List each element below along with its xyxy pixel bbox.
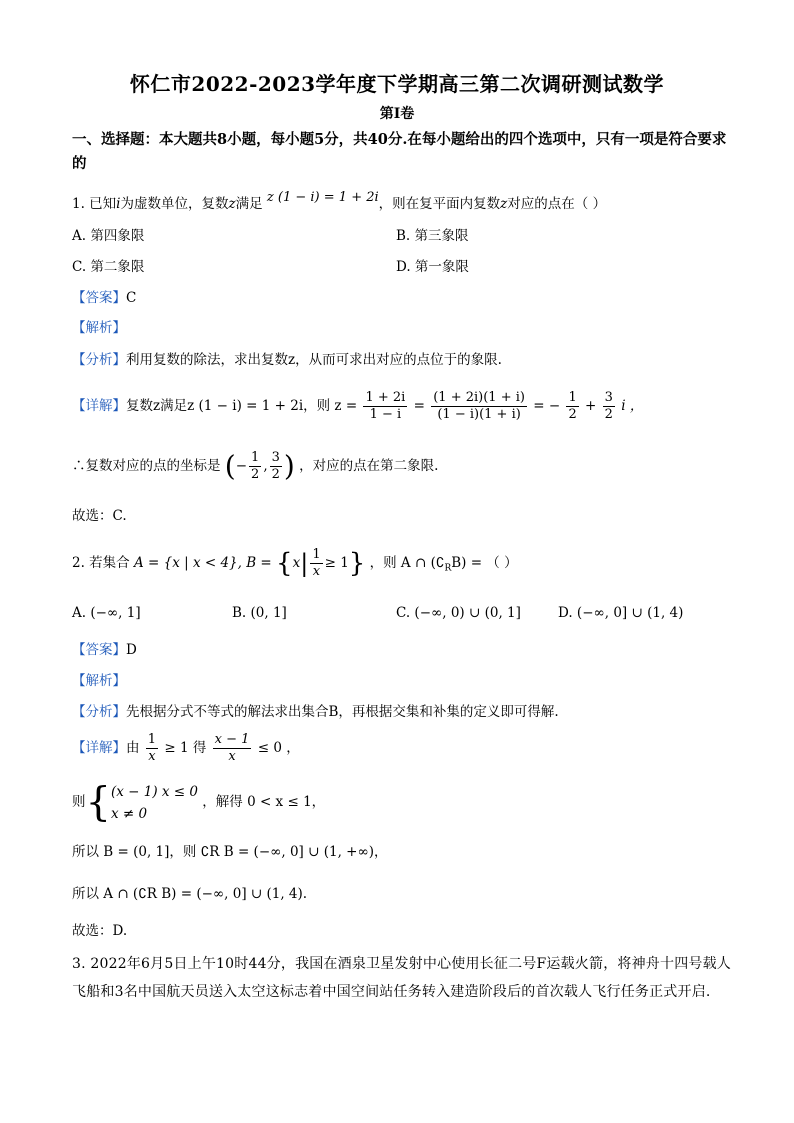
denominator: 2	[568, 407, 577, 422]
q2-option-c: C. (−∞, 0) ∪ (0, 1]	[396, 605, 521, 621]
bar: |	[300, 549, 309, 578]
equals: =	[413, 398, 425, 414]
answer-value: C	[126, 290, 137, 306]
q1-coordinate: ∴复数对应的点的坐标是 (− $\frac{1}{2}$ , $\frac{3}{2}$ ) ，对应的点在第二象限.	[72, 449, 439, 483]
paren: )	[283, 449, 295, 483]
denominator: x	[148, 749, 156, 764]
xiangjie-tag: 【详解】	[72, 740, 126, 756]
q1-stem-equation: z (1 − i) = 1 + 2i	[266, 190, 379, 205]
coord-text: ，对应的点在第二象限.	[299, 458, 439, 474]
numerator: 1	[251, 450, 260, 465]
page-title: 怀仁市2022-2023学年度下学期高三第二次调研测试数学	[129, 72, 665, 96]
xiangjie-text: ≤ 0 ，	[257, 740, 300, 756]
q1-option-c: C. 第二象限	[72, 259, 145, 275]
plus: +	[585, 398, 597, 414]
q1-option-b: B. 第三象限	[396, 228, 469, 244]
q1-fenxi	[72, 350, 502, 370]
denominator: 2	[271, 467, 280, 482]
equals: = −	[533, 398, 561, 414]
page-subtitle: 第I卷	[379, 106, 415, 122]
fraction	[213, 732, 252, 765]
q1-stem-part: 满足	[235, 196, 263, 212]
q2-jiexi-tag: 【解析】	[72, 673, 126, 689]
q2-stem-sub: R	[444, 563, 452, 574]
q2-stem-part: B) = （ ）	[451, 555, 518, 571]
numerator: x − 1	[214, 732, 250, 747]
fraction	[146, 732, 158, 765]
q2-choose: 故选：D.	[72, 923, 128, 939]
q1-choose: 故选：C.	[72, 508, 127, 524]
paren: (	[224, 449, 236, 483]
q2-xiangjie	[72, 730, 300, 766]
q1-jiexi-tag: 【解析】	[72, 320, 126, 336]
numerator: 3	[271, 450, 280, 465]
system-line: (x − 1) x ≤ 0	[110, 783, 198, 800]
q2-option-b: B. (0, 1]	[232, 605, 287, 621]
q2-option-a: A. (−∞, 1]	[72, 605, 141, 621]
q1-stem	[72, 190, 607, 215]
numerator: 1	[312, 547, 321, 562]
system-line: x ≠ 0	[110, 805, 148, 822]
denominator: x	[312, 564, 321, 579]
q2-stem	[72, 546, 518, 586]
fraction	[363, 390, 407, 423]
fraction	[249, 450, 261, 483]
fraction	[603, 390, 615, 423]
answer-tag: 【答案】	[72, 290, 126, 306]
q1-stem-part: 1. 已知	[72, 196, 117, 212]
q2-fenxi	[72, 702, 559, 722]
denominator: x	[228, 749, 236, 764]
xiangjie-text: 复数z满足z (1 − i) = 1 + 2i，则 z =	[126, 398, 358, 414]
fenxi-text: 利用复数的除法，求出复数z，从而可求出对应的点位于的象限.	[126, 352, 502, 368]
numerator: 1 + 2i	[365, 390, 406, 405]
fenxi-tag: 【分析】	[72, 352, 126, 368]
brace: }	[348, 548, 366, 579]
q2-stem-part: 2. 若集合	[72, 555, 130, 571]
q1-answer	[72, 288, 136, 308]
answer-value: D	[126, 642, 137, 658]
answer-tag: 【答案】	[72, 642, 126, 658]
fenxi-text: 先根据分式不等式的解法求出集合B，再根据交集和补集的定义即可得解.	[126, 704, 559, 720]
q2-option-d: D. (−∞, 0] ∪ (1, 4)	[558, 605, 684, 621]
denominator: 1 − i	[369, 407, 402, 422]
q2-stem-part: ，则 A ∩ (∁	[369, 555, 445, 571]
numerator: 1	[147, 732, 157, 747]
coord-text: ∴复数对应的点的坐标是	[72, 458, 221, 474]
fraction	[310, 547, 322, 580]
system-prefix: 则	[72, 794, 86, 810]
imaginary-unit: i ，	[621, 398, 644, 414]
q1-stem-z: z	[500, 196, 508, 212]
q2-line3: 所以 B = (0, 1]，则 ∁R B = (−∞, 0] ∪ (1, +∞)，	[72, 844, 388, 860]
q1-stem-z: z	[228, 196, 236, 212]
q1-option-a: A. 第四象限	[72, 228, 145, 244]
denominator: 2	[604, 407, 613, 422]
numerator: (1 + 2i)(1 + i)	[433, 390, 525, 405]
brace: {	[276, 548, 293, 579]
fraction	[431, 390, 527, 423]
system-tail: ，解得 0 < x ≤ 1，	[202, 794, 326, 810]
denominator: 2	[251, 467, 260, 482]
numerator: 3	[604, 390, 613, 405]
q1-stem-part: 对应的点在（ ）	[507, 196, 607, 212]
q1-xiangjie	[72, 388, 643, 424]
q3-text: 3. 2022年6月5日上午10时44分，我国在酒泉卫星发射中心使用长征二号F运载火箭，将神舟十四号载人飞船和3名中国航天员送入太空这标志着中国空间站任务转入建造阶段后的首次载人飞行任务正式开启.	[72, 956, 731, 1000]
xiangjie-text: ≥ 1 得	[164, 740, 207, 756]
q2-system	[72, 780, 325, 825]
denominator: (1 − i)(1 + i)	[437, 407, 521, 422]
system-brace: {	[85, 779, 111, 826]
xiangjie-text: 由	[126, 740, 140, 756]
q2-answer	[72, 640, 137, 660]
numerator: 1	[568, 390, 577, 405]
q2-set-a: A = {x | x < 4}, B =	[133, 555, 272, 571]
fraction	[270, 450, 282, 483]
xiangjie-tag: 【详解】	[72, 398, 126, 414]
q1-stem-part: 为虚数单位，复数	[120, 196, 229, 212]
q1-stem-part: ，则在复平面内复数	[378, 196, 501, 212]
fraction	[566, 390, 578, 423]
section-heading: 一、选择题：本大题共8小题，每小题5分，共40分.在每小题给出的四个选项中，只有一项是符合要求的	[72, 131, 727, 172]
var-x: x	[292, 555, 301, 571]
q2-set-b-tail: ≥ 1	[324, 555, 349, 571]
system-lines	[111, 781, 198, 825]
q1-stem-i: i	[116, 196, 121, 212]
q1-option-d: D. 第一象限	[396, 259, 469, 275]
q2-line4: 所以 A ∩ (∁R B) = (−∞, 0] ∪ (1, 4).	[72, 886, 308, 902]
fenxi-tag: 【分析】	[72, 704, 126, 720]
